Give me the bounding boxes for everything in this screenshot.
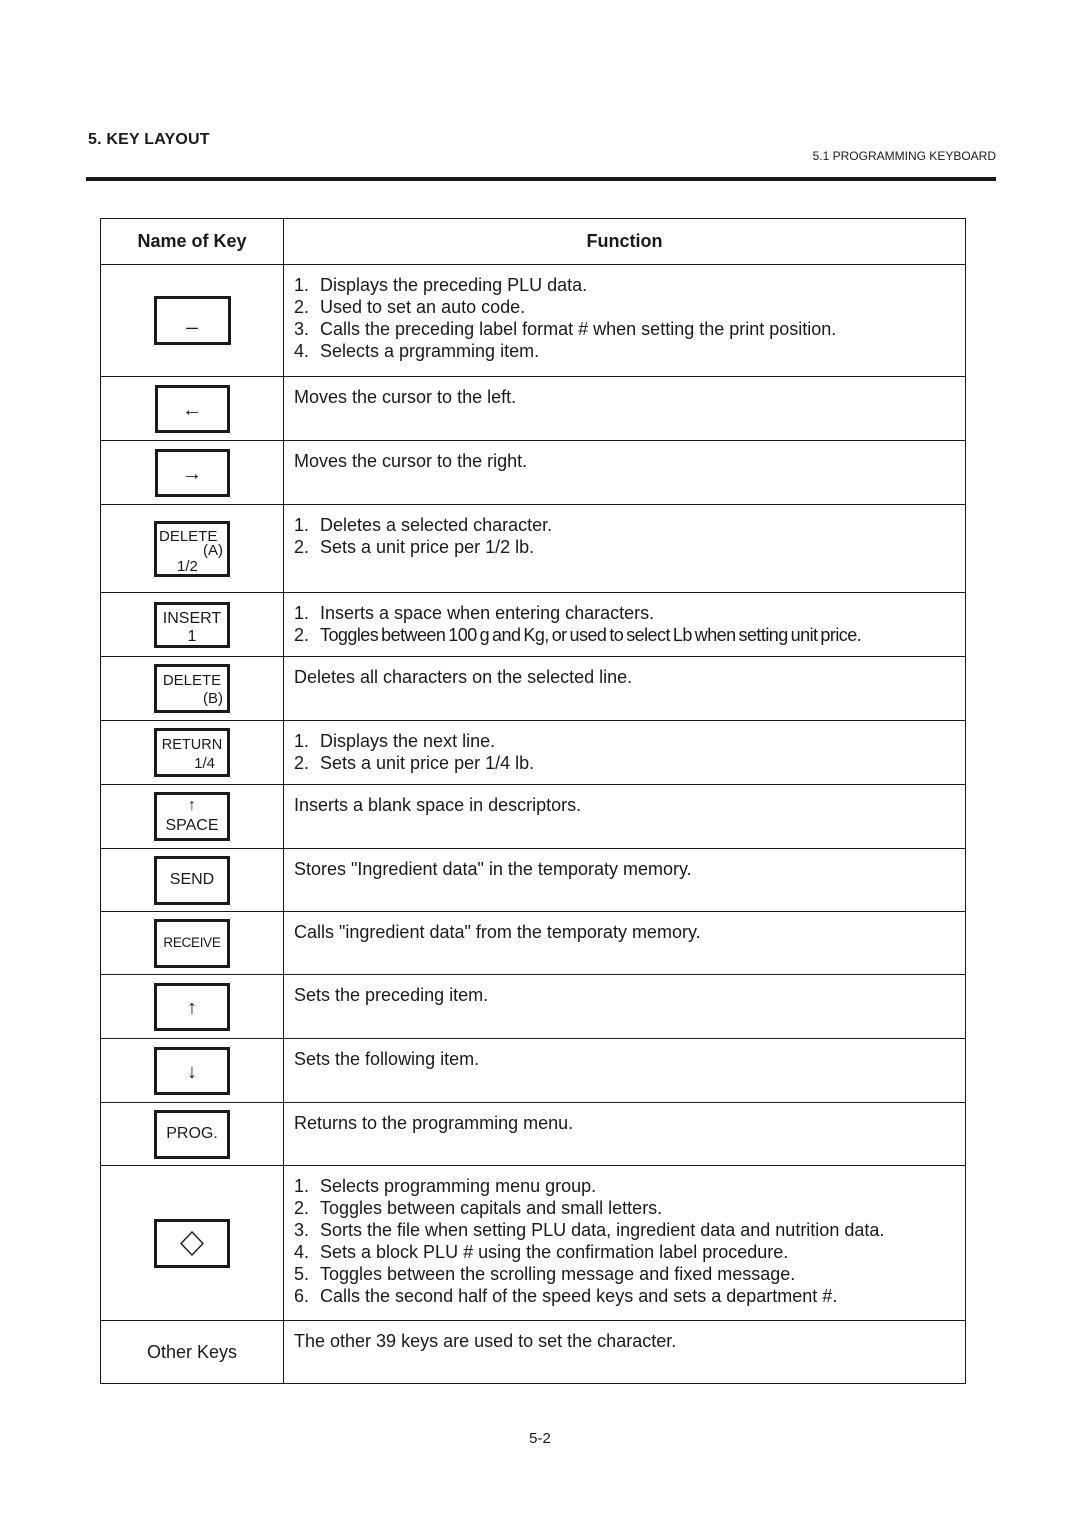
list-item: 1. Selects programming menu group. (294, 1176, 597, 1196)
table-row (101, 377, 966, 441)
table-row (101, 721, 966, 785)
underscore-key-icon: _ (154, 296, 231, 345)
function-text: Sets the preceding item. (284, 975, 966, 1039)
function-list (294, 730, 957, 774)
table-row (101, 657, 966, 721)
send-key: SEND (154, 856, 230, 905)
function-text: Stores "Ingredient data" in the temporaty memory. (284, 849, 966, 912)
function-text: Calls "ingredient data" from the temporaty memory. (284, 912, 966, 975)
list-item: 1. Inserts a space when entering characters. (294, 603, 655, 623)
function-list (294, 602, 957, 646)
list-item: 6. Calls the second half of the speed keys and sets a department #. (294, 1286, 838, 1306)
table-row (101, 849, 966, 912)
list-item: 2. Used to set an auto code. (294, 297, 526, 317)
function-list (294, 1175, 957, 1307)
other-keys-label: Other Keys (146, 1341, 238, 1362)
space-key: ↑ SPACE (154, 792, 230, 841)
list-item: 2. Toggles between 100 g and Kg, or used to select Lb when setting unit price. (294, 625, 862, 645)
left-arrow-key-icon: ← (155, 385, 230, 433)
list-item: 5. Toggles between the scrolling message and fixed message. (294, 1264, 796, 1284)
table-row (101, 1166, 966, 1321)
function-list (294, 514, 957, 558)
subsection-title: 5.1 PROGRAMMING KEYBOARD (812, 149, 996, 163)
function-text: Sets the following item. (284, 1039, 966, 1103)
table-row (101, 593, 966, 657)
list-item: 4. Selects a prgramming item. (294, 341, 540, 361)
table-row (101, 1039, 966, 1103)
table-row (101, 975, 966, 1039)
function-text: The other 39 keys are used to set the character. (284, 1321, 966, 1384)
table-row (101, 505, 966, 593)
list-item: 2. Toggles between capitals and small letters. (294, 1198, 663, 1218)
insert-key: INSERT 1 (154, 602, 230, 648)
column-header-function: Function (284, 219, 966, 265)
list-item: 4. Sets a block PLU # using the confirmation label procedure. (294, 1242, 789, 1262)
delete-b-key: DELETE (B) (154, 664, 230, 713)
receive-key: RECEIVE (154, 919, 230, 968)
list-item: 3. Calls the preceding label format # when setting the print position. (294, 319, 837, 339)
list-item: 3. Sorts the file when setting PLU data, ingredient data and nutrition data. (294, 1220, 885, 1240)
column-header-name-of-key: Name of Key (101, 219, 284, 265)
table-row (101, 1321, 966, 1384)
key-function-table (100, 218, 966, 1384)
function-text: Deletes all characters on the selected line. (284, 657, 966, 721)
list-item: 1. Deletes a selected character. (294, 515, 553, 535)
table-row (101, 1103, 966, 1166)
list-item: 1. Displays the next line. (294, 731, 496, 751)
function-list (294, 274, 957, 362)
table-row (101, 441, 966, 505)
section-title: 5. KEY LAYOUT (88, 131, 210, 148)
up-arrow-key-icon: ↑ (154, 983, 230, 1031)
delete-a-key: DELETE (A) 1/2 (154, 521, 230, 577)
right-arrow-key-icon: → (155, 449, 230, 497)
function-text: Inserts a blank space in descriptors. (284, 785, 966, 849)
function-text: Moves the cursor to the left. (284, 377, 966, 441)
diamond-key-icon (154, 1219, 230, 1268)
table-row (101, 785, 966, 849)
list-item: 2. Sets a unit price per 1/2 lb. (294, 537, 535, 557)
function-text: Moves the cursor to the right. (284, 441, 966, 505)
prog-key: PROG. (154, 1110, 230, 1159)
down-arrow-key-icon: ↓ (154, 1047, 230, 1095)
return-key: RETURN 1/4 (154, 728, 230, 777)
table-row (101, 912, 966, 975)
list-item: 1. Displays the preceding PLU data. (294, 275, 588, 295)
header-rule (86, 177, 996, 181)
table-header-row (101, 219, 966, 265)
list-item: 2. Sets a unit price per 1/4 lb. (294, 753, 535, 773)
function-text: Returns to the programming menu. (284, 1103, 966, 1166)
table-row (101, 265, 966, 377)
page-number: 5-2 (529, 1430, 551, 1447)
